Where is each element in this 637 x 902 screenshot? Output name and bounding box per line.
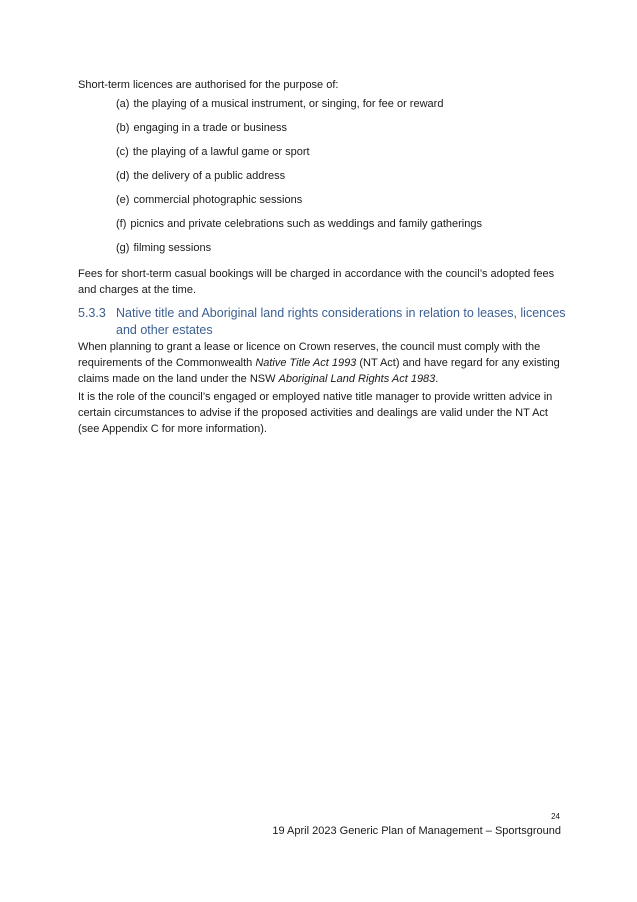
list-item-text: the playing of a musical instrument, or singing, for fee or reward bbox=[133, 98, 444, 110]
section-number: 5.3.3 bbox=[78, 306, 106, 320]
section-heading bbox=[78, 305, 568, 339]
paragraph-text: (NT Act) and have regard for any existing claims made on the land under the NSW bbox=[78, 357, 560, 385]
fees-paragraph: Fees for short-term casual bookings will be charged in accordance with the council’s adopted fees and charges at the time. bbox=[78, 268, 555, 296]
list-item-label: (g) bbox=[116, 242, 130, 254]
page-number: 24 bbox=[551, 812, 560, 821]
purpose-list bbox=[116, 96, 482, 264]
list-item-label: (b) bbox=[116, 122, 130, 134]
list-item-text: filming sessions bbox=[133, 242, 212, 254]
list-item-text: the playing of a lawful game or sport bbox=[132, 146, 310, 158]
act-title: Native Title Act 1993 bbox=[255, 357, 357, 369]
list-item-label: (f) bbox=[116, 218, 127, 230]
act-title: Aboriginal Land Rights Act 1983 bbox=[278, 373, 436, 385]
paragraph-text: . bbox=[435, 373, 439, 385]
list-item-label: (a) bbox=[116, 98, 130, 110]
list-item-text: commercial photographic sessions bbox=[133, 194, 303, 206]
list-item-label: (c) bbox=[116, 146, 129, 158]
list-item bbox=[116, 216, 482, 240]
list-item bbox=[116, 96, 482, 120]
paragraph-text: When planning to grant a lease or licence on Crown reserves, the council must comply with the requirements of the Commonwealth bbox=[78, 341, 541, 369]
list-item bbox=[116, 192, 482, 216]
list-item-text: picnics and private celebrations such as weddings and family gatherings bbox=[130, 218, 482, 230]
section-title: Native title and Aboriginal land rights considerations in relation to leases, licences and other estates bbox=[116, 306, 566, 337]
list-item-label: (d) bbox=[116, 170, 130, 182]
list-item bbox=[116, 168, 482, 192]
native-title-paragraph bbox=[78, 339, 568, 387]
list-item bbox=[116, 240, 482, 264]
list-item-text: the delivery of a public address bbox=[133, 170, 286, 182]
list-item bbox=[116, 120, 482, 144]
native-title-manager-paragraph: It is the role of the council’s engaged or employed native title manager to provide written advice in certain circumstances to advise if the proposed activities and dealings are valid under the NT Act (see Appendix C for more information). bbox=[78, 391, 553, 435]
list-item-text: engaging in a trade or business bbox=[133, 122, 287, 134]
page-footer: 19 April 2023 Generic Plan of Management – Sportsground bbox=[272, 825, 561, 837]
intro-text: Short-term licences are authorised for the purpose of: bbox=[78, 79, 339, 91]
list-item bbox=[116, 144, 482, 168]
list-item-label: (e) bbox=[116, 194, 130, 206]
